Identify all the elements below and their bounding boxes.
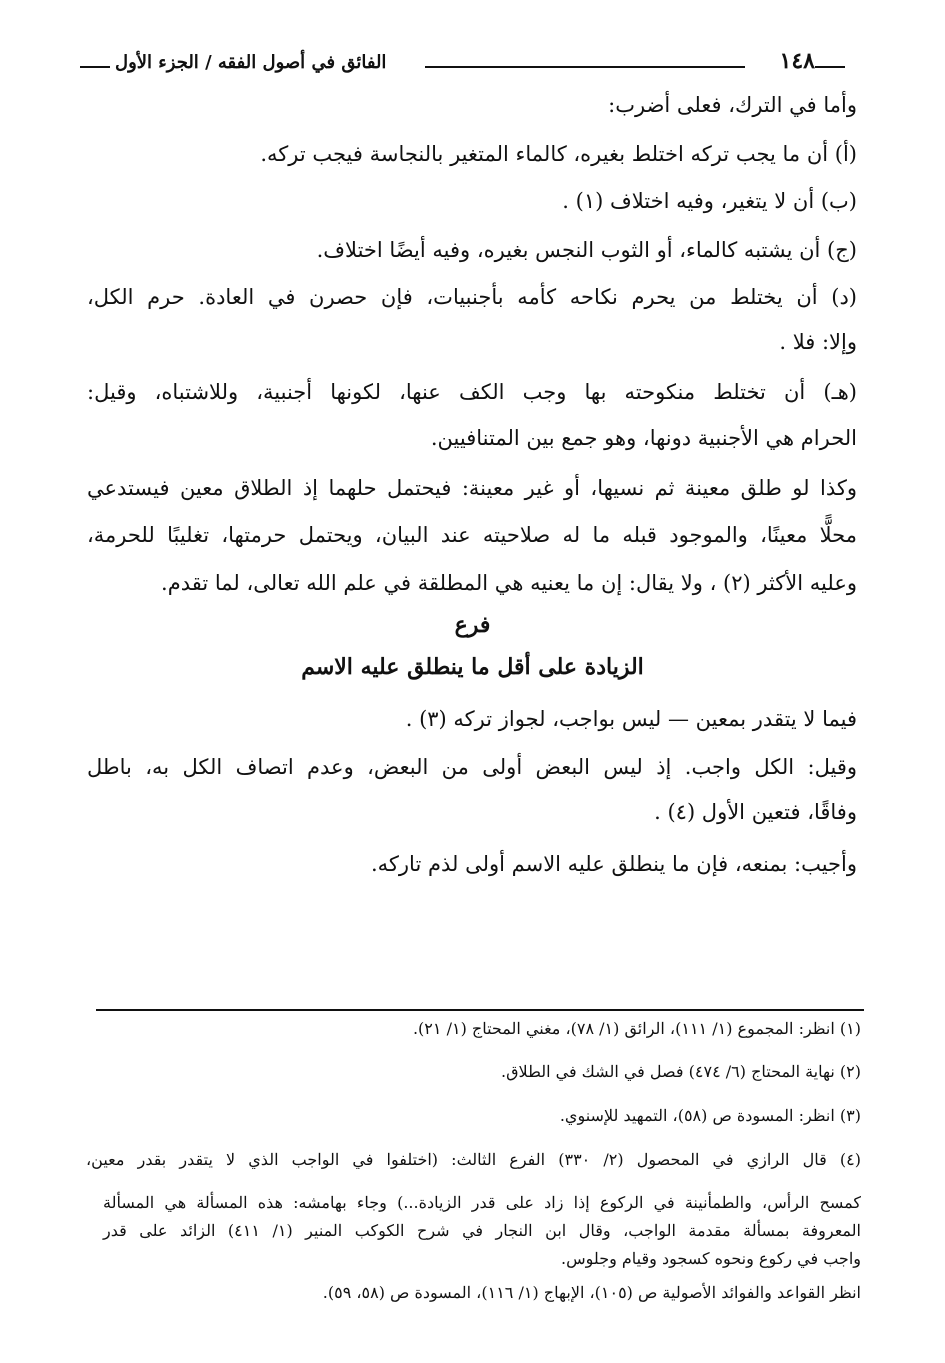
body-line: محلًّا معينًا، والموجود قبله ما له صلاحيته عند البيان، ويحتمل حرمتها، تغليبًا للحرمة، (87, 523, 857, 547)
body-line: وكذا لو طلق معينة ثم نسيها، أو غير معينة: فيحتمل حلهما إذ الطلاق معين فيستدعي (87, 476, 857, 500)
footnote: واجب في ركوع ونحوه كسجود وقيام وجلوس. (561, 1249, 861, 1268)
body-line: (ب) أن لا يتغير، وفيه اختلاف (١) . (562, 189, 857, 213)
footnote-separator (96, 1009, 864, 1011)
page-header (80, 44, 845, 84)
body-line: وعليه الأكثر (٢) ، ولا يقال: إن ما يعنيه هي المطلقة في علم الله تعالى، لما تقدم. (161, 571, 857, 595)
body-line: (هـ) أن تختلط منكوحته بها وجب الكف عنها، لكونها أجنبية، وللاشتباه، وقيل: (87, 380, 857, 404)
footnote: (٣) انظر: المسودة ص (٥٨)، التمهيد للإسنوي. (559, 1106, 861, 1125)
body-line: وأما في الترك، فعلى أضرب: (608, 93, 857, 117)
body-line: (أ) أن ما يجب تركه اختلط بغيره، كالماء المتغير بالنجاسة فيجب تركه. (260, 142, 857, 166)
running-title: الفائق في أصول الفقه / الجزء الأول (115, 52, 387, 73)
body-line: وأجيب: بمنعه، فإن ما ينطلق عليه الاسم أولى لذم تاركه. (370, 852, 857, 876)
footnote: (٤) قال الرازي في المحصول (٢/ ٣٣٠) الفرع الثالث: (اختلفوا في الواجب الذي لا يتقدر بقدر معين، (86, 1150, 861, 1169)
header-rule (425, 66, 745, 68)
body-line: وإلا: فلا . (779, 330, 857, 354)
footnote: كمسح الرأس، والطمأنينة في الركوع إذا زاد على قدر الزيادة...) وجاء بهامشه: هذه المسألة هي المسألة (103, 1193, 861, 1212)
body-line: (ج) أن يشتبه كالماء، أو الثوب النجس بغيره، وفيه أيضًا اختلاف. (316, 238, 857, 262)
body-line: وقيل: الكل واجب. إذ ليس البعض أولى من البعض، وعدم اتصاف الكل به، باطل (87, 755, 857, 779)
body-line: (د) أن يختلط من يحرم نكاحه كأمه بأجنبيات، فإن حصرن في العادة. حرم الكل، (87, 285, 857, 309)
page-number: ١٤٨ (779, 48, 815, 74)
body-line: وفاقًا، فتعين الأول (٤) . (654, 800, 857, 824)
body-line: الحرام هي الأجنبية دونها، وهو جمع بين المتنافيين. (430, 426, 857, 450)
footnote: (٢) نهاية المحتاج (٦/ ٤٧٤) فصل في الشك في الطلاق. (501, 1062, 861, 1081)
header-rule (80, 66, 110, 68)
footnote: (١) انظر: المجموع (١/ ١١١)، الرائق (١/ ٧٨)، مغني المحتاج (١/ ٢١). (412, 1019, 861, 1038)
body-line: فيما لا يتقدر بمعين — ليس بواجب، لجواز تركه (٣) . (405, 707, 857, 731)
footnote: انظر القواعد والفوائد الأصولية ص (١٠٥)، الإبهاج (١/ ١١٦)، المسودة ص (٥٨، ٥٩). (322, 1283, 861, 1302)
header-rule (815, 66, 845, 68)
section-subheading: الزيادة على أقل ما ينطلق عليه الاسم (301, 654, 644, 680)
section-heading: فرع (454, 612, 491, 638)
footnote: المعروفة بمسألة مقدمة الواجب، وقال ابن النجار في شرح الكوكب المنير (١/ ٤١١) الزائد على قدر (103, 1221, 861, 1240)
